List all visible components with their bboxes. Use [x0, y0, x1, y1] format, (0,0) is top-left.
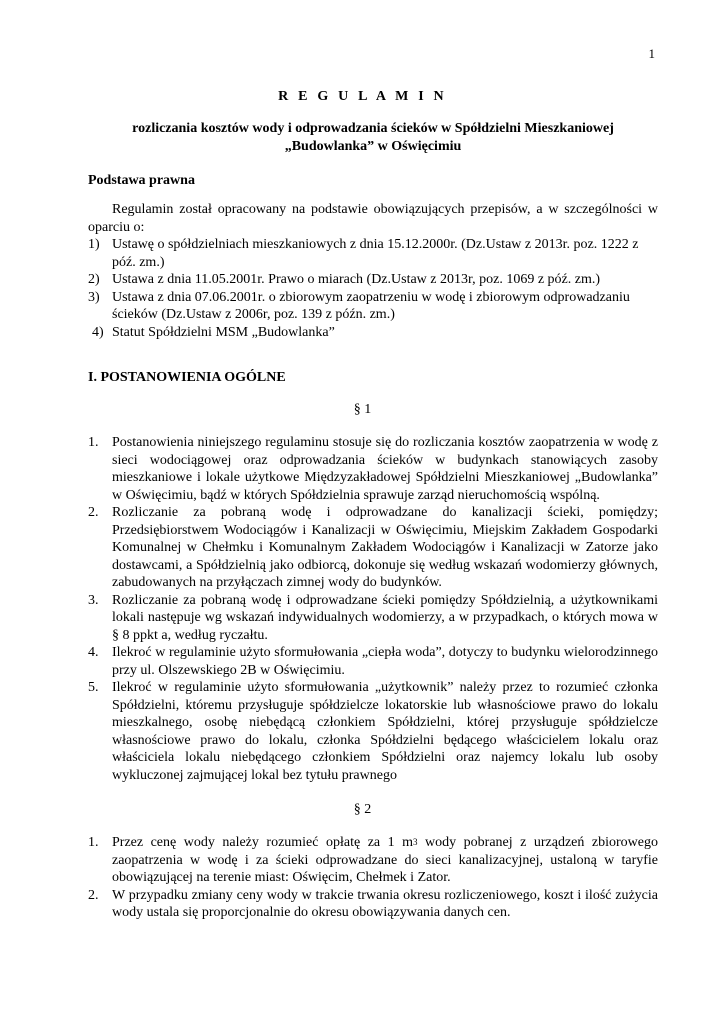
text-part: wody pobranej z urządzeń zbiorowego zaopatrzenia w wodę i za ścieki odprowadzane do sieci kanalizacyjnej, ustaloną w taryfie obowiązującej na terenie miast: Oświęcim, Chełmek i Zator. [112, 835, 658, 885]
paragraph-symbol-2: § 2 [353, 802, 372, 817]
list-item [88, 834, 658, 887]
subtitle-line-1: rozliczania kosztów wody i odprowadzania ścieków w Spółdzielni Mieszkaniowej [132, 121, 614, 136]
list-item-number: 3. [88, 592, 99, 608]
list-item-number: 2. [88, 887, 99, 903]
list-item-number: 3) [88, 289, 100, 305]
paragraph-2-list [88, 834, 658, 922]
list-item [88, 644, 658, 679]
text-part: Przez cenę wody należy rozumieć opłatę za 1 m [112, 835, 414, 850]
list-item-text: Ustawa z dnia 07.06.2001r. o zbiorowym zaopatrzeniu w wodę i zbiorowym odprowadzaniu ścieków (Dz.Ustaw z 2006r, poz. 139 z późn. zm.) [112, 289, 630, 322]
list-item-text [112, 834, 658, 887]
list-item [88, 504, 658, 592]
list-item-number: 2) [88, 272, 100, 287]
list-item-text: Statut Spółdzielni MSM „Budowlanka” [112, 324, 335, 340]
superscript-3: 3 [413, 837, 418, 847]
list-item-number: 5. [88, 680, 99, 695]
page-number: 1 [648, 46, 655, 61]
legal-basis-item [88, 289, 658, 324]
list-item-text: W przypadku zmiany ceny wody w trakcie trwania okresu rozliczeniowego, koszt i ilość zużycia wody ustala się proporcjonalnie do okresu obowiązywania danych cen. [112, 887, 658, 920]
subtitle-line-2: „Budowlanka” w Oświęcimiu [284, 138, 462, 154]
paragraph-1-list [88, 434, 658, 784]
list-item [88, 679, 658, 784]
list-item-text: Ustawę o spółdzielniach mieszkaniowych z dnia 15.12.2000r. (Dz.Ustaw z 2013r. poz. 1222 z póź. zm.) [112, 237, 639, 270]
legal-basis-item [88, 271, 658, 289]
list-item-text: Ilekroć w regulaminie użyto sformułowania „ciepła woda”, dotyczy to budynku wielorodzinnego przy ul. Olszewskiego 2B w Oświęcimiu. [112, 645, 658, 678]
list-item-text: Rozliczanie za pobraną wodę i odprowadzane do kanalizacji ścieki, pomiędzy; Przedsiębiorstwem Wodociągów i Kanalizacji w Oświęcimiu, Miejskim Zakładem Gospodarki Komunalnej w Chełmku i Komunalnym Zakładem Wodociągów i Kanalizacji w Zatorze jako dostawcami, a Spółdzielnią jako odbiorcą, dokonuje się według wskazań wodomierzy głównych, zabudowanych na przyłączach zimnej wody do budynków. [112, 505, 658, 590]
list-item-number: 1. [88, 435, 99, 450]
legal-basis-item [88, 324, 658, 342]
legal-basis-section [88, 201, 658, 341]
list-item-text: Ustawa z dnia 11.05.2001r. Prawo o miarach (Dz.Ustaw z 2013r, poz. 1069 z póź. zm.) [112, 272, 601, 287]
list-item-text: Postanowienia niniejszego regulaminu stosuje się do rozliczania kosztów zaopatrzenia w wodę z sieci wodociągowej oraz odprowadzania ścieków w budynkach stanowiących zasoby mieszkaniowe i lokale użytkowe Międzyzakładowej Spółdzielni Mieszkaniowej „Budowlanka” w Oświęcimiu, bądź w których Spółdzielnia sprawuje zarząd nieruchomością wspólną. [112, 435, 658, 503]
legal-basis-intro: Regulamin został opracowany na podstawie obowiązujących przepisów, a w szczególności w oparciu o: [88, 202, 658, 235]
list-item [88, 434, 658, 504]
list-item [88, 592, 658, 645]
list-item-number: 4. [88, 645, 99, 660]
paragraph-symbol-1: § 1 [353, 402, 372, 417]
list-item-number: 1) [88, 237, 100, 252]
list-item-number: 1. [88, 835, 99, 850]
section-heading-general: I. POSTANOWIENIA OGÓLNE [88, 370, 286, 385]
list-item-text: Ilekroć w regulaminie użyto sformułowania „użytkownik” należy przez to rozumieć członka Spółdzielni, któremu przysługuje spółdzielcze lokatorskie lub własnościowe prawo do lokalu mieszkalnego, osobę niebędącą członkiem Spółdzielni, której przysługuje spółdzielcze własnościowe prawo do lokalu, członka Spółdzielni będącego właścicielem lokalu oraz właściciela lokalu niebędącego członkiem Spółdzielni oraz najemcy lokalu lub osoby wykluczonej zajmującej lokal bez tytułu prawnego [112, 680, 658, 783]
document-subtitle [88, 120, 658, 155]
list-item [88, 887, 658, 922]
legal-basis-heading: Podstawa prawna [88, 173, 195, 188]
document-title: R E G U L A M I N [278, 89, 447, 104]
list-item-number: 4) [92, 324, 104, 340]
list-item-text: Rozliczanie za pobraną wodę i odprowadzane ścieki pomiędzy Spółdzielnią, a użytkownikami lokali następuje wg wskazań indywidualnych wodomierzy, a w przypadkach, o których mowa w § 8 ppkt a, według ryczałtu. [112, 592, 658, 643]
legal-basis-item [88, 236, 658, 271]
list-item-number: 2. [88, 505, 99, 520]
